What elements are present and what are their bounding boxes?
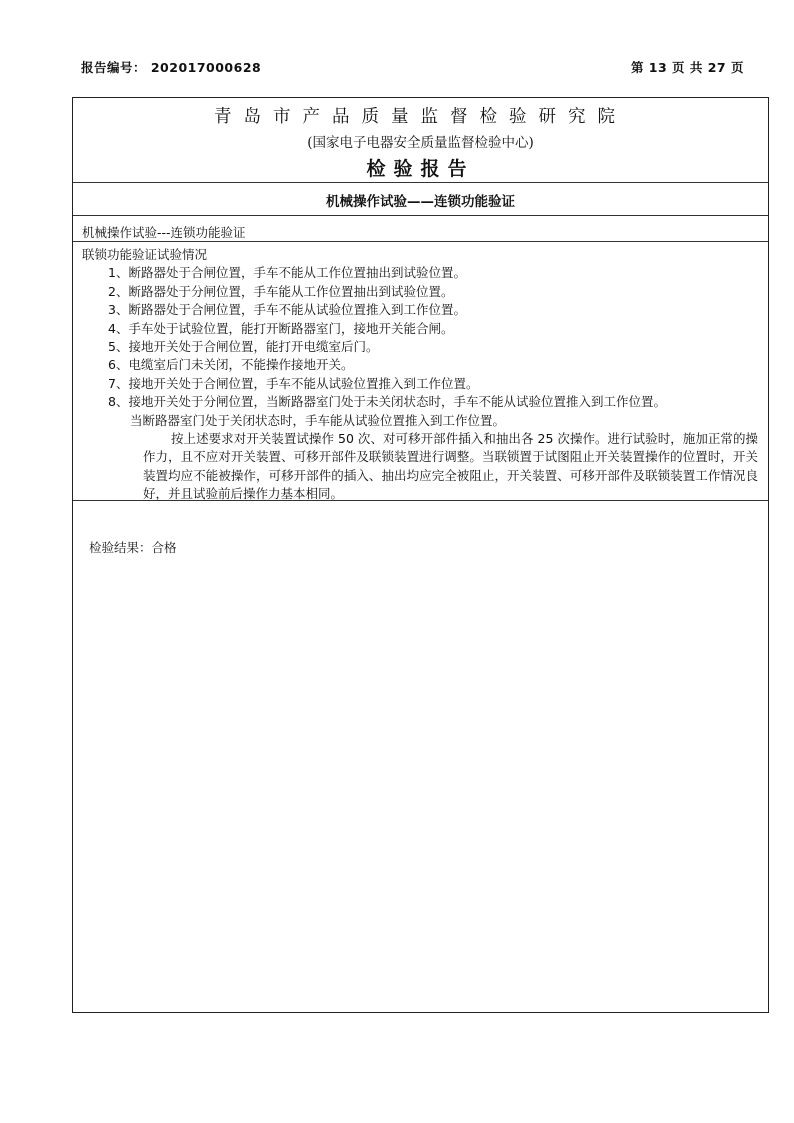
test-item-label: 机械操作试验---连锁功能验证 [82, 225, 246, 240]
report-title: 检验报告 [366, 158, 475, 180]
list-item: 4、手车处于试验位置，能打开断路器室门，接地开关能合闸。 [108, 320, 454, 336]
test-procedure-paragraph: 按上述要求对开关装置试操作 50 次、对可移开部件插入和抽出各 25 次操作。进行试验时，施加正常的操作力，且不应对开关装置、可移开部件及联锁装置进行调整。当联锁置于试图阻止开关装置操作的位置时，开关装置均应不能被操作，可移开部件的插入、抽出均应完全被阻止，开关装置、可移开部件及联锁装置工作情况良好，并且试验前后操作力基本相同。 [143, 431, 758, 502]
test-description [82, 246, 758, 504]
section-title: 机械操作试验——连锁功能验证 [326, 194, 515, 210]
page-indicator: 第 13 页 共 27 页 [630, 60, 744, 75]
report-number: 报告编号： 202017000628 [81, 60, 262, 75]
list-item: 6、电缆室后门未关闭，不能操作接地开关。 [108, 357, 354, 373]
list-item: 2、断路器处于分闸位置，手车能从工作位置抽出到试验位置。 [108, 283, 454, 299]
list-item: 1、断路器处于合闸位置，手车不能从工作位置抽出到试验位置。 [108, 265, 466, 281]
report-frame [72, 97, 769, 1013]
divider [73, 215, 768, 216]
list-item: 3、断路器处于合闸位置，手车不能从试验位置推入到工作位置。 [108, 302, 466, 318]
divider [73, 182, 768, 183]
inspection-result: 检验结果：合格 [89, 540, 177, 555]
list-item: 7、接地开关处于合闸位置，手车不能从试验位置推入到工作位置。 [108, 375, 479, 391]
divider [73, 500, 768, 501]
list-item-continuation: 当断路器室门处于关闭状态时，手车能从试验位置推入到工作位置。 [130, 412, 506, 428]
institute-name: 青岛市产品质量监督检验研究院 [214, 107, 627, 127]
divider [73, 241, 768, 242]
center-name: (国家电子电器安全质量监督检验中心) [307, 135, 534, 151]
list-item: 8、接地开关处于分闸位置，当断路器室门处于未关闭状态时，手车不能从试验位置推入到工作位置。 [108, 394, 666, 410]
content-heading: 联锁功能验证试验情况 [82, 247, 208, 262]
list-item: 5、接地开关处于合闸位置，能打开电缆室后门。 [108, 339, 379, 355]
